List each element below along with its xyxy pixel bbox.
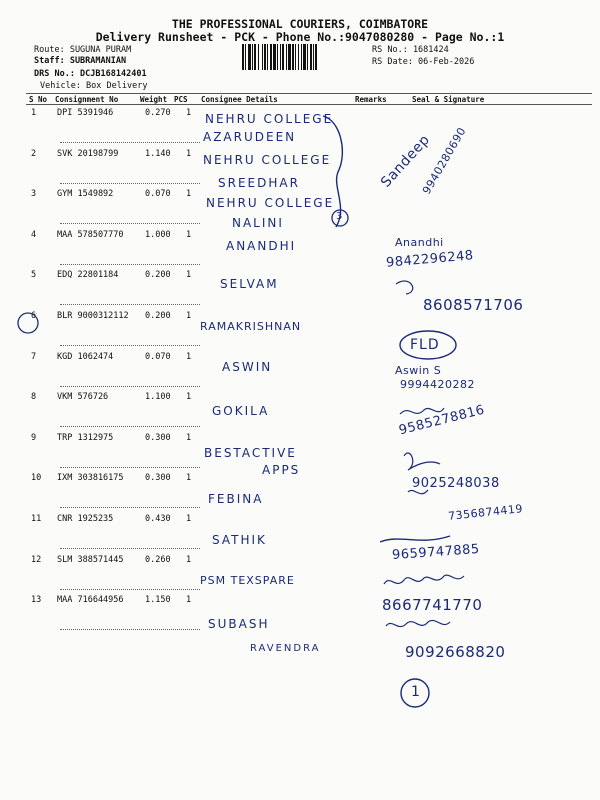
hw-consignee: SELVAM [220, 277, 279, 291]
row-pcs: 1 [186, 554, 192, 565]
row-consignment: SLM 388571445 [57, 554, 124, 565]
company-title: THE PROFESSIONAL COURIERS, COIMBATORE [171, 17, 429, 31]
row-weight: 0.070 [145, 189, 171, 200]
row-pcs: 1 [186, 311, 192, 321]
row-weight: 0.070 [145, 351, 171, 362]
hw-consignee: BESTACTIVE [204, 446, 297, 460]
row-pcs: 1 [186, 189, 192, 200]
row-weight: 1.140 [145, 148, 171, 159]
row-pcs: 1 [186, 270, 192, 281]
row-consignment: GYM 1549892 [57, 189, 114, 200]
row-pcs: 1 [186, 229, 192, 240]
row-sno: 12 [31, 554, 42, 565]
row-sno: 7 [31, 351, 37, 362]
row-consignment: DPI 5391946 [57, 108, 114, 118]
hw-consignee: NEHRU COLLEGE [203, 153, 332, 167]
row-separator [60, 264, 200, 265]
row-separator [60, 345, 200, 346]
row-sno: 13 [31, 595, 42, 606]
row-sno: 9 [31, 432, 37, 443]
signature-phone: 9585278816 [397, 402, 487, 439]
row-sno: 10 [31, 473, 42, 484]
row-sno: 1 [31, 108, 37, 118]
hw-consignee: ANANDHI [226, 239, 297, 253]
row-separator [60, 507, 200, 508]
row-separator [60, 467, 200, 468]
hw-consignee: NEHRU COLLEGE [205, 112, 334, 126]
row-weight: 0.300 [145, 432, 171, 443]
col-remarks: Remarks [355, 95, 387, 104]
hw-consignee: NALINI [232, 216, 284, 230]
runsheet-subtitle: Delivery Runsheet - PCK - Phone No.:9047080280 - Page No.:1 [95, 30, 505, 44]
row-separator [60, 548, 200, 549]
barcode-bar [317, 44, 318, 70]
row-weight: 0.300 [145, 473, 171, 484]
row-sno: 2 [31, 148, 37, 159]
signature-name: Sandeep [378, 131, 434, 191]
signature-phone: 8667741770 [382, 596, 483, 614]
row-weight: 1.000 [145, 229, 171, 240]
barcode [242, 44, 370, 70]
row-consignment: MAA 578507770 [57, 229, 124, 240]
page-circle-number: 1 [411, 684, 420, 700]
row-consignment: CNR 1925235 [57, 514, 114, 524]
row-separator [60, 386, 200, 387]
row-pcs: 1 [186, 148, 192, 159]
row-consignment: TRP 1312975 [57, 432, 114, 443]
row-consignment: IXM 303816175 [57, 473, 124, 484]
row-sno: 6 [31, 311, 37, 321]
row-pcs: 1 [186, 473, 192, 484]
row-pcs: 1 [186, 392, 192, 403]
rs-number: RS No.: 1681424 [372, 45, 449, 55]
table-top-border [26, 93, 592, 94]
staff-label: Staff: SUBRAMANIAN [34, 56, 127, 66]
row-sno: 5 [31, 270, 37, 281]
row-weight: 0.260 [145, 554, 171, 565]
col-consignment: Consignment No [55, 95, 119, 104]
hw-consignee: APPS [262, 463, 301, 477]
row-weight: 1.150 [145, 595, 171, 606]
row-consignment: SVK 20198799 [57, 148, 119, 159]
row-pcs: 1 [186, 432, 192, 443]
row-consignment: BLR 9000312112 [57, 311, 129, 321]
col-consignee: Consignee Details [201, 95, 278, 104]
row-weight: 0.200 [145, 311, 171, 321]
signature-phone: 7356874419 [447, 502, 524, 523]
signature-phone: 9994420282 [400, 378, 475, 391]
row-separator [60, 629, 200, 630]
signature-phone: 9842296248 [385, 248, 475, 271]
row-consignment: MAA 716644956 [57, 595, 124, 606]
row-separator [60, 183, 200, 184]
row-sno: 8 [31, 392, 37, 403]
col-seal: Seal & Signature [412, 95, 485, 104]
signature-phone: 9659747885 [391, 541, 481, 564]
hw-consignee: PSM TEXSPARE [200, 574, 295, 587]
row-weight: 0.200 [145, 270, 171, 281]
hw-consignee: AZARUDEEN [203, 130, 297, 144]
bracket-count: 3 [336, 211, 343, 222]
row-weight: 1.100 [145, 392, 171, 403]
row-separator [60, 142, 200, 143]
hw-consignee: SUBASH [208, 617, 270, 631]
drs-number: DRS No.: DCJB168142401 [34, 69, 147, 79]
row-consignment: KGD 1062474 [57, 351, 114, 362]
row-six-circle [16, 311, 40, 335]
hw-consignee: RAVENDRA [250, 643, 321, 654]
row-sno: 4 [31, 229, 37, 240]
rs-date: RS Date: 06-Feb-2026 [372, 57, 475, 67]
row-weight: 0.430 [145, 514, 171, 524]
signature-phone: 9025248038 [412, 476, 500, 491]
route-label: Route: SUGUNA PURAM [34, 45, 132, 55]
row-consignment: VKM 576726 [57, 392, 109, 403]
row-consignment: EDQ 22801184 [57, 270, 119, 281]
header-divider [26, 104, 592, 105]
hw-consignee: ASWIN [222, 360, 273, 374]
col-weight: Weight [140, 95, 168, 104]
row-separator [60, 426, 200, 427]
signature-phone: 8608571706 [423, 296, 524, 314]
row-separator [60, 304, 200, 305]
vehicle-label: Vehicle: Box Delivery [40, 81, 148, 91]
hw-consignee: SATHIK [212, 533, 267, 547]
row-weight: 0.270 [145, 108, 171, 118]
row-pcs: 1 [186, 514, 192, 524]
signature-phone: 9092668820 [405, 643, 506, 661]
row-pcs: 1 [186, 595, 192, 606]
remark-fld: FLD [410, 337, 440, 353]
signature-scribbles [380, 224, 580, 684]
row-pcs: 1 [186, 351, 192, 362]
hw-consignee: FEBINA [208, 492, 264, 506]
signature-name: Anandhi [395, 236, 444, 249]
hw-consignee: NEHRU COLLEGE [206, 196, 335, 210]
row-sno: 3 [31, 189, 37, 200]
row-sno: 11 [31, 514, 42, 524]
signature-phone: 9940280690 [420, 125, 469, 197]
signature-name: Aswin S [395, 364, 442, 377]
hw-consignee: RAMAKRISHNAN [200, 320, 302, 333]
row-separator [60, 589, 200, 590]
hw-consignee: SREEDHAR [218, 176, 300, 190]
row-pcs: 1 [186, 108, 192, 118]
hw-consignee: GOKILA [212, 404, 270, 418]
col-sno: S No [29, 95, 48, 104]
col-pcs: PCS [174, 95, 188, 104]
row-separator [60, 223, 200, 224]
